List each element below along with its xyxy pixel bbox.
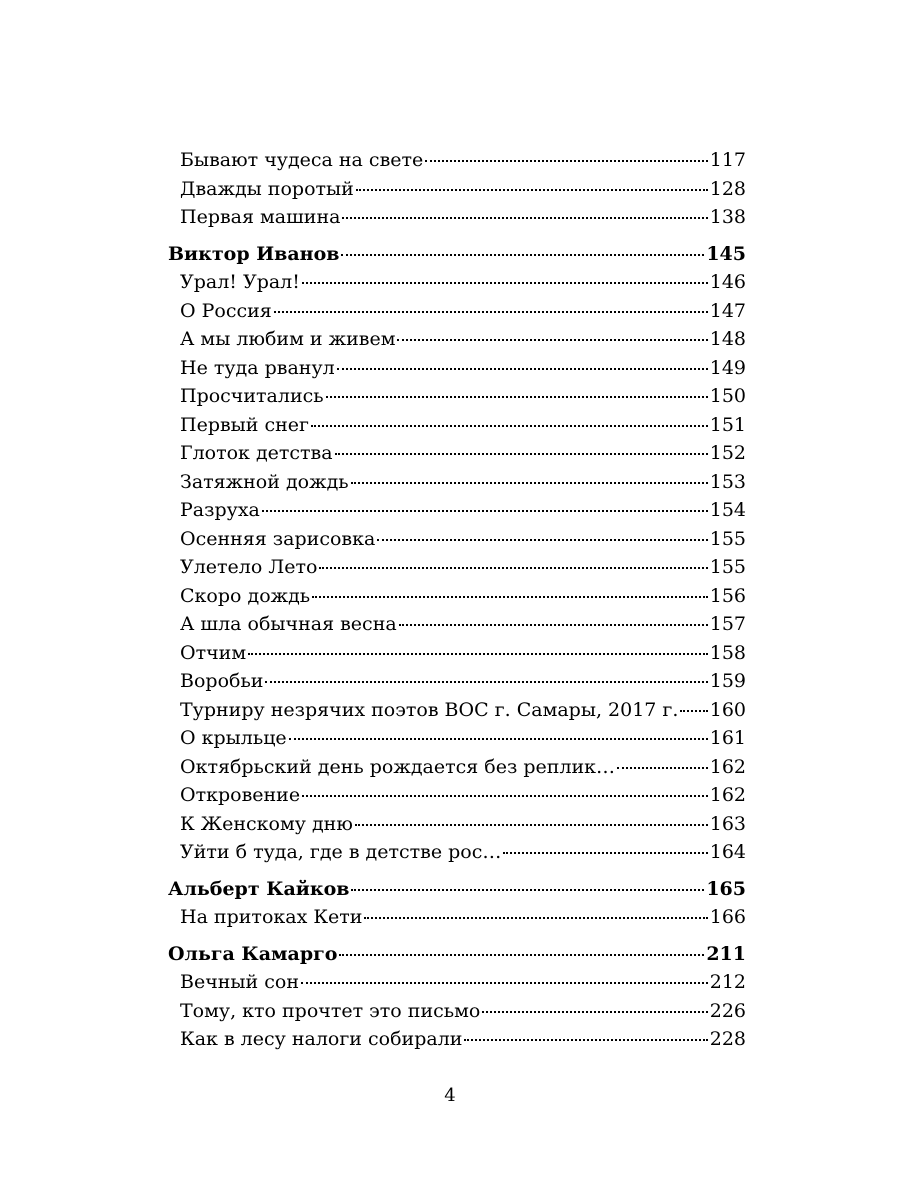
dot-leader — [274, 311, 708, 313]
toc-entry — [168, 203, 746, 232]
entry-title: Октябрьский день рождается без реплик… — [180, 755, 616, 778]
dot-leader — [302, 282, 708, 284]
author-name: Ольга Камарго — [168, 942, 338, 965]
entry-title: Тому, кто прочтет это письмо — [180, 999, 481, 1022]
entry-title: Воробьи — [180, 670, 264, 692]
toc-entry — [168, 838, 746, 867]
entry-page-number: 155 — [709, 556, 746, 578]
entry-page-number: 212 — [709, 971, 746, 993]
dot-leader — [377, 539, 707, 541]
entry-page-number: 128 — [709, 177, 746, 200]
entry-title: А мы любим и живем — [180, 328, 396, 350]
toc-entry — [168, 753, 746, 782]
entry-title: Скоро дождь — [180, 584, 311, 607]
toc-entry — [168, 903, 746, 932]
entry-page-number: 163 — [709, 812, 746, 835]
dot-leader — [355, 824, 708, 826]
dot-leader — [482, 1011, 707, 1013]
dot-leader — [311, 425, 708, 427]
entry-page-number: 158 — [709, 641, 746, 664]
entry-page-number: 155 — [709, 527, 746, 550]
toc-entry — [168, 781, 746, 810]
entry-title: Первый снег — [180, 413, 310, 436]
entry-title: Урал! Урал! — [180, 271, 300, 293]
entry-title: К Женскому дню — [180, 812, 353, 835]
dot-leader — [680, 710, 707, 712]
entry-page-number: 162 — [709, 755, 746, 778]
dot-leader — [397, 339, 707, 341]
dot-leader — [341, 254, 704, 256]
toc-entry — [168, 468, 746, 497]
toc-entry — [168, 997, 746, 1026]
entry-title: Первая машина — [180, 206, 341, 228]
page-number: 4 — [444, 1085, 456, 1106]
entry-page-number: 228 — [709, 1028, 746, 1050]
dot-leader — [319, 567, 707, 569]
entry-page-number: 151 — [709, 413, 746, 436]
dot-leader — [302, 795, 708, 797]
entry-title: Затяжной дождь — [180, 470, 349, 493]
entry-title: Дважды поротый — [180, 177, 354, 200]
entry-page-number: 165 — [706, 877, 746, 900]
entry-page-number: 156 — [709, 584, 746, 607]
author-entry — [168, 940, 746, 969]
toc-entry — [168, 175, 746, 204]
dot-leader — [289, 738, 708, 740]
entry-page-number: 117 — [709, 149, 746, 171]
entry-title: Осенняя зарисовка — [180, 527, 376, 550]
toc-entry — [168, 382, 746, 411]
dot-leader — [351, 889, 704, 891]
toc-entry — [168, 1025, 746, 1054]
entry-page-number: 164 — [709, 841, 746, 863]
toc-entry — [168, 525, 746, 554]
dot-leader — [312, 596, 708, 598]
entry-page-number: 226 — [709, 999, 746, 1022]
toc-entry — [168, 696, 746, 725]
entry-title: Улетело Лето — [180, 556, 318, 578]
dot-leader — [301, 982, 708, 984]
entry-page-number: 211 — [706, 942, 746, 965]
dot-leader — [262, 510, 708, 512]
entry-page-number: 160 — [709, 698, 746, 721]
toc-entry — [168, 667, 746, 696]
entry-page-number: 162 — [709, 784, 746, 806]
dot-leader — [265, 681, 707, 683]
dot-leader — [356, 189, 708, 191]
toc-entry — [168, 268, 746, 297]
toc-entry — [168, 496, 746, 525]
toc-entry — [168, 297, 746, 326]
entry-page-number: 154 — [709, 499, 746, 521]
author-name: Виктор Иванов — [168, 242, 340, 265]
dot-leader — [399, 624, 708, 626]
dot-leader — [335, 453, 708, 455]
toc-entry — [168, 354, 746, 383]
dot-leader — [326, 396, 708, 398]
toc-entry — [168, 146, 746, 175]
entry-title: Отчим — [180, 641, 247, 664]
entry-title: Откровение — [180, 784, 301, 806]
author-name: Альберт Кайков — [168, 877, 350, 900]
entry-title: О Россия — [180, 299, 272, 322]
entry-page-number: 138 — [709, 206, 746, 228]
toc-entry — [168, 968, 746, 997]
toc-entry — [168, 810, 746, 839]
entry-title: Просчитались — [180, 385, 324, 407]
entry-page-number: 152 — [709, 442, 746, 464]
dot-leader — [342, 217, 707, 219]
entry-title: Глоток детства — [180, 442, 333, 464]
entry-title: Вечный сон — [180, 971, 300, 993]
entry-title: Бывают чудеса на свете — [180, 149, 424, 171]
dot-leader — [351, 482, 708, 484]
dot-leader — [337, 368, 708, 370]
entry-title: О крыльце — [180, 727, 287, 749]
entry-page-number: 166 — [709, 906, 746, 928]
entry-title: На притоках Кети — [180, 906, 363, 928]
entry-page-number: 157 — [709, 613, 746, 635]
toc-entry — [168, 610, 746, 639]
entry-page-number: 146 — [709, 271, 746, 293]
author-entry — [168, 240, 746, 269]
dot-leader — [339, 954, 704, 956]
table-of-contents — [168, 146, 746, 1054]
toc-entry — [168, 411, 746, 440]
dot-leader — [464, 1039, 707, 1041]
toc-entry — [168, 439, 746, 468]
entry-title: Разруха — [180, 499, 260, 521]
entry-title: А шла обычная весна — [180, 613, 397, 635]
entry-page-number: 150 — [709, 385, 746, 407]
entry-title: Уйти б туда, где в детстве рос… — [180, 841, 502, 863]
dot-leader — [364, 917, 707, 919]
entry-page-number: 148 — [709, 328, 746, 350]
entry-page-number: 147 — [709, 299, 746, 322]
entry-page-number: 159 — [709, 670, 746, 692]
dot-leader — [425, 160, 707, 162]
dot-leader — [503, 852, 707, 854]
toc-entry — [168, 325, 746, 354]
entry-page-number: 145 — [706, 242, 746, 265]
entry-page-number: 161 — [709, 727, 746, 749]
toc-entry — [168, 553, 746, 582]
toc-entry — [168, 639, 746, 668]
entry-title: Как в лесу налоги собирали — [180, 1028, 463, 1050]
entry-title: Не туда рванул — [180, 356, 335, 379]
author-entry — [168, 875, 746, 904]
entry-page-number: 149 — [709, 356, 746, 379]
entry-title: Турниру незрячих поэтов ВОС г. Самары, 2017 г. — [180, 698, 679, 721]
toc-entry — [168, 582, 746, 611]
toc-entry — [168, 724, 746, 753]
dot-leader — [617, 767, 708, 769]
dot-leader — [248, 653, 708, 655]
entry-page-number: 153 — [709, 470, 746, 493]
